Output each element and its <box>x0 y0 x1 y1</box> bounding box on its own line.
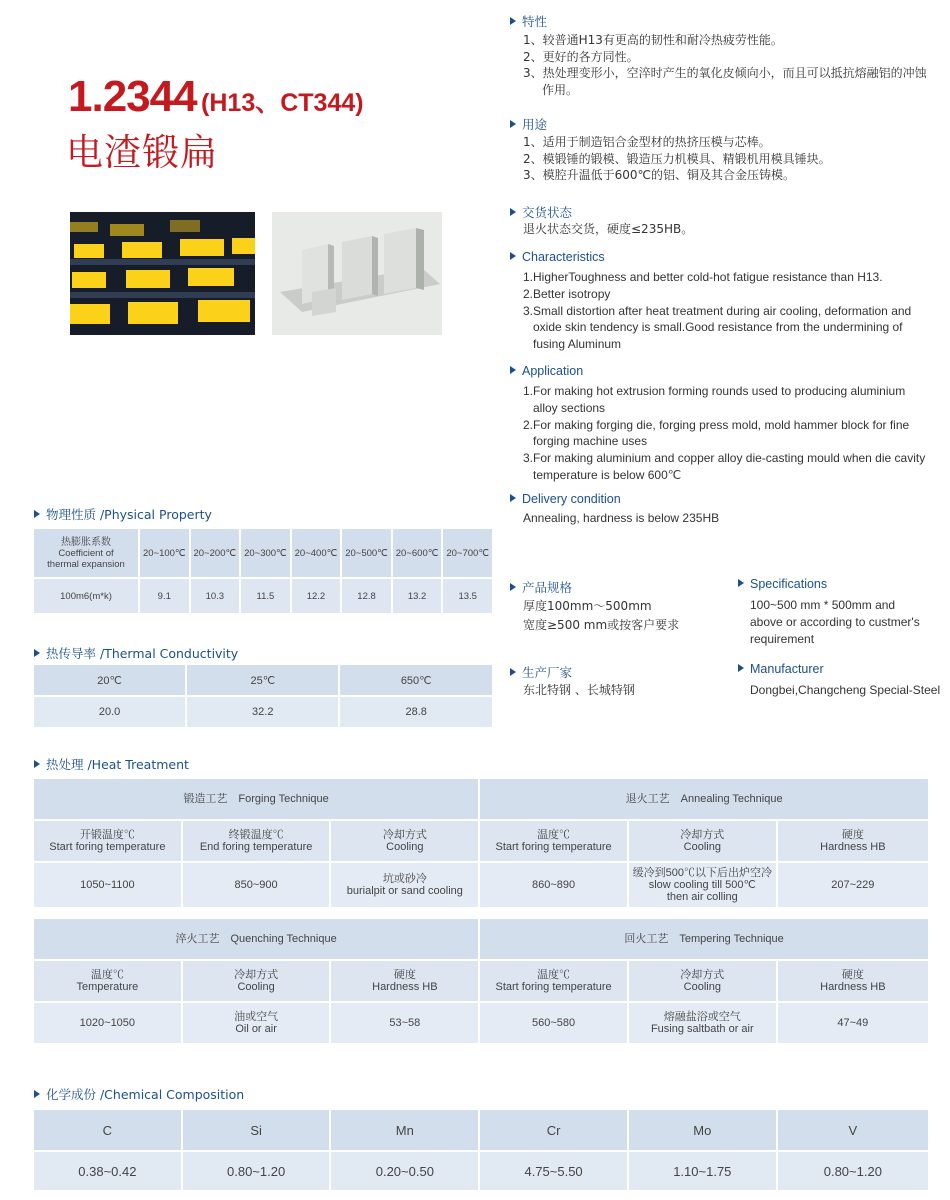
table-cell <box>182 820 331 862</box>
maker-cn-text: 东北特钢 、长城特钢 <box>523 683 635 697</box>
spec-cn-line: 宽度≥500 mm或按客户要求 <box>523 618 680 632</box>
maker-en-title: Manufacturer <box>750 662 824 676</box>
bullet-triangle-icon <box>510 17 516 25</box>
table-cell: 1.10~1.75 <box>628 1151 777 1191</box>
list-item: 1.HigherToughness and better cold-hot fatigue resistance than H13. <box>523 270 883 284</box>
table-row <box>33 578 493 614</box>
list-item: 1、适用于制造铝合金型材的热挤压模与芯棒。 <box>523 135 771 149</box>
table-cell <box>182 960 331 1002</box>
physical-head-en: thermal expansion <box>47 558 125 570</box>
characteristics-cn-title: 特性 <box>522 14 548 29</box>
product-code-number: 1.2344 <box>68 72 197 121</box>
table-cell: 13.2 <box>392 578 443 614</box>
list-item: 2.For making forging die, forging press mold, mold hammer block for fine forging machine uses <box>523 417 910 449</box>
cell-cn: 终锻温度℃ <box>228 829 284 841</box>
table-cell: 860~890 <box>479 862 628 908</box>
physical-head-cn: 热膨胀系数 <box>61 536 111 548</box>
maker-cn-title: 生产厂家 <box>522 665 573 680</box>
delivery-cn-title: 交货状态 <box>522 205 573 220</box>
list-item: 3、热处理变形小，空淬时产生的氧化皮倾向小，而且可以抵抗熔融铝的冲蚀作用。 <box>523 66 927 97</box>
bullet-triangle-icon <box>510 120 516 128</box>
bullet-triangle-icon <box>510 668 516 676</box>
delivery-en-title: Delivery condition <box>522 492 621 506</box>
table-cell <box>628 862 777 908</box>
forging-title-cell: 锻造工艺 Forging Technique <box>33 778 479 820</box>
table-cell: 20~500℃ <box>341 528 392 578</box>
physical-property-table <box>32 527 494 615</box>
characteristics-en-heading <box>510 250 605 264</box>
table-cell: 13.5 <box>442 578 493 614</box>
table-cell: 0.80~1.20 <box>182 1151 331 1191</box>
cell-en: Start foring temperature <box>495 841 612 853</box>
product-subtitle: 电渣锻扁 <box>66 131 218 174</box>
table-cell: 10.3 <box>190 578 241 614</box>
spec-en-line: above or according to custmer's <box>750 614 920 629</box>
table-cell: 560~580 <box>479 1002 628 1044</box>
table-cell: 4.75~5.50 <box>479 1151 628 1191</box>
physical-head-en: Coefficient of <box>58 547 114 559</box>
cell-en: Start foring temperature <box>49 841 166 853</box>
tempering-title-cell: 回火工艺 Tempering Technique <box>479 918 929 960</box>
list-item: 1.For making hot extrusion forming rounds used to producing aluminium alloy sections <box>523 384 906 415</box>
characteristics-en-title: Characteristics <box>522 250 605 264</box>
cell-en: Cooling <box>386 841 424 853</box>
table-cell: 28.8 <box>339 696 493 728</box>
table-cell: 1050~1100 <box>33 862 182 908</box>
table-cell: 0.80~1.20 <box>777 1151 929 1191</box>
maker-en-heading <box>738 662 824 676</box>
table-row <box>33 696 493 728</box>
table-cell: 53~58 <box>330 1002 479 1044</box>
table-cell: Si <box>182 1109 331 1151</box>
physical-heading <box>34 505 212 523</box>
table-cell <box>182 1002 331 1044</box>
bullet-triangle-icon <box>738 579 744 587</box>
cell-cn: 缓冷到500℃以下后出炉空冷 <box>632 867 772 879</box>
cell-en: Cooling <box>237 981 275 993</box>
cell-en: Hardness HB <box>820 841 886 853</box>
cell-cn: 硬度 <box>393 969 416 981</box>
spec-en-line: 100~500 mm * 500mm and <box>750 598 896 612</box>
cell-en: End foring temperature <box>199 841 313 853</box>
table-cell: Cr <box>479 1109 628 1151</box>
annealing-title-cell: 退火工艺 Annealing Technique <box>479 778 929 820</box>
cell-en: burialpit or sand cooling <box>346 885 463 897</box>
delivery-cn-text: 退火状态交货，硬度≤235HB。 <box>523 222 694 236</box>
table-cell <box>777 960 929 1002</box>
cell-cn: 冷却方式 <box>680 969 725 981</box>
table-cell: 650℃ <box>339 664 493 696</box>
table-cell <box>479 960 628 1002</box>
cell-cn: 硬度 <box>841 969 864 981</box>
table-cell: 20~300℃ <box>240 528 291 578</box>
list-item: 3、模腔升温低于600℃的铝、铜及其合金压铸模。 <box>523 168 796 183</box>
table-cell: V <box>777 1109 929 1151</box>
cell-en: Hardness HB <box>820 981 886 993</box>
application-en-list <box>523 383 928 484</box>
spec-en-title: Specifications <box>750 577 828 591</box>
delivery-en-text: Annealing, hardness is below 235HB <box>523 511 720 525</box>
hot-forged-bars-photo <box>70 212 255 335</box>
list-item: 2、模锻锤的锻模、锻造压力机模具、精锻机用模具锤块。 <box>523 151 831 166</box>
heat-title: 热处理 /Heat Treatment <box>46 757 189 772</box>
product-code <box>68 72 364 122</box>
cell-cn: 坑或砂冷 <box>382 873 427 885</box>
table-cell: 207~229 <box>777 862 929 908</box>
application-en-title: Application <box>522 364 584 378</box>
maker-en-text: Dongbei,Changcheng Special-Steel <box>750 683 941 697</box>
characteristics-cn-heading <box>510 12 547 30</box>
thermal-heading <box>34 644 238 662</box>
table-cell: Mn <box>330 1109 479 1151</box>
steel-flat-bars-photo <box>272 212 442 335</box>
cell-cn: 冷却方式 <box>234 969 279 981</box>
characteristics-cn-list <box>523 32 928 98</box>
bullet-triangle-icon <box>510 494 516 502</box>
chemical-title: 化学成份 /Chemical Composition <box>46 1087 245 1102</box>
maker-cn-heading <box>510 663 572 681</box>
table-row <box>33 862 929 908</box>
cell-cn: 温度℃ <box>537 829 571 841</box>
heat-heading <box>34 755 189 773</box>
table-cell: 20~700℃ <box>442 528 493 578</box>
table-cell: 20.0 <box>33 696 186 728</box>
table-cell <box>628 1002 777 1044</box>
application-en-heading <box>510 364 583 378</box>
table-cell <box>628 820 777 862</box>
table-cell <box>330 820 479 862</box>
cell-en: Start foring temperature <box>495 981 612 993</box>
table-row <box>33 778 929 820</box>
cell-cn: 冷却方式 <box>382 829 427 841</box>
table-row <box>33 960 929 1002</box>
product-alias: (H13、CT344) <box>201 89 364 117</box>
table-cell: 11.5 <box>240 578 291 614</box>
cell-cn: 温度℃ <box>90 969 124 981</box>
bullet-triangle-icon <box>34 760 40 768</box>
heat-treatment-table-1 <box>32 777 930 909</box>
table-cell <box>628 960 777 1002</box>
spec-cn-heading <box>510 578 572 596</box>
table-cell: 20~200℃ <box>190 528 241 578</box>
table-cell: 20℃ <box>33 664 186 696</box>
table-cell <box>479 820 628 862</box>
table-cell <box>777 820 929 862</box>
table-row <box>33 1109 929 1151</box>
cell-cn: 硬度 <box>841 829 864 841</box>
table-cell: 0.38~0.42 <box>33 1151 182 1191</box>
table-cell: 12.8 <box>341 578 392 614</box>
list-item: 2、更好的各方同性。 <box>523 49 639 64</box>
cell-cn: 油或空气 <box>234 1011 279 1023</box>
table-cell: C <box>33 1109 182 1151</box>
table-cell: 12.2 <box>291 578 342 614</box>
cell-en: slow cooling till 500℃ <box>648 879 756 891</box>
table-row <box>33 1151 929 1191</box>
bullet-triangle-icon <box>34 649 40 657</box>
table-cell: 9.1 <box>139 578 190 614</box>
usage-cn-list <box>523 134 928 184</box>
bullet-triangle-icon <box>34 1090 40 1098</box>
table-cell: Mo <box>628 1109 777 1151</box>
table-cell: 0.20~0.50 <box>330 1151 479 1191</box>
delivery-en-heading <box>510 492 621 506</box>
table-cell: 20~600℃ <box>392 528 443 578</box>
bullet-triangle-icon <box>510 366 516 374</box>
list-item: 3.Small distortion after heat treatment during air cooling, deformation and oxide skin tendency is small.Good resistance from the undermining of fusing Aluminum <box>523 303 912 352</box>
bullet-triangle-icon <box>510 208 516 216</box>
spec-en-heading <box>738 577 827 591</box>
cell-en: Hardness HB <box>372 981 438 993</box>
cell-en: Fusing saltbath or air <box>650 1023 754 1035</box>
bullet-triangle-icon <box>510 583 516 591</box>
bullet-triangle-icon <box>738 664 744 672</box>
table-row <box>33 1002 929 1044</box>
spec-en-line: requirement <box>750 631 815 646</box>
thermal-title: 热传导率 /Thermal Conductivity <box>46 646 239 661</box>
bullet-triangle-icon <box>34 510 40 518</box>
table-row <box>33 820 929 862</box>
cell-cn: 冷却方式 <box>680 829 725 841</box>
table-row <box>33 528 493 578</box>
delivery-cn-heading <box>510 203 572 221</box>
table-cell: 20~100℃ <box>139 528 190 578</box>
spec-cn-text <box>523 597 679 635</box>
usage-cn-heading <box>510 115 547 133</box>
table-cell <box>330 862 479 908</box>
table-cell: 100m6(m*k) <box>33 578 139 614</box>
list-item: 3.For making aluminium and copper alloy die-casting mould when die cavity temperature is below 600℃ <box>523 451 926 482</box>
table-cell <box>33 960 182 1002</box>
cell-en: Cooling <box>683 841 721 853</box>
bullet-triangle-icon <box>510 252 516 260</box>
list-item: 2.Better isotropy <box>523 286 611 301</box>
quenching-title-cell: 淬火工艺 Quenching Technique <box>33 918 479 960</box>
list-item: 1、较普通H13有更高的韧性和耐冷热疲劳性能。 <box>523 33 783 47</box>
thermal-conductivity-table <box>32 663 494 729</box>
table-cell <box>330 960 479 1002</box>
cell-cn: 开锻温度℃ <box>79 829 135 841</box>
spec-cn-title: 产品规格 <box>522 580 573 595</box>
table-row <box>33 918 929 960</box>
table-cell: 850~900 <box>182 862 331 908</box>
cell-en: then air colling <box>666 891 738 903</box>
table-row <box>33 664 493 696</box>
cell-en: Cooling <box>683 981 721 993</box>
physical-title: 物理性质 /Physical Property <box>46 507 212 522</box>
table-cell: 32.2 <box>186 696 339 728</box>
physical-head-cell <box>33 528 139 578</box>
table-cell: 47~49 <box>777 1002 929 1044</box>
cell-cn: 熔融盐浴或空气 <box>663 1011 741 1023</box>
table-cell: 20~400℃ <box>291 528 342 578</box>
chemical-heading <box>34 1085 244 1103</box>
spec-en-text <box>750 597 920 647</box>
table-cell <box>33 820 182 862</box>
usage-cn-title: 用途 <box>522 117 548 132</box>
characteristics-en-list <box>523 269 923 353</box>
table-cell: 25℃ <box>186 664 339 696</box>
cell-en: Temperature <box>76 981 139 993</box>
heat-treatment-table-2 <box>32 917 930 1045</box>
chemical-composition-table <box>32 1108 930 1192</box>
spec-cn-line: 厚度100mm～500mm <box>523 599 652 613</box>
cell-en: Oil or air <box>235 1023 277 1035</box>
table-cell: 1020~1050 <box>33 1002 182 1044</box>
cell-cn: 温度℃ <box>537 969 571 981</box>
